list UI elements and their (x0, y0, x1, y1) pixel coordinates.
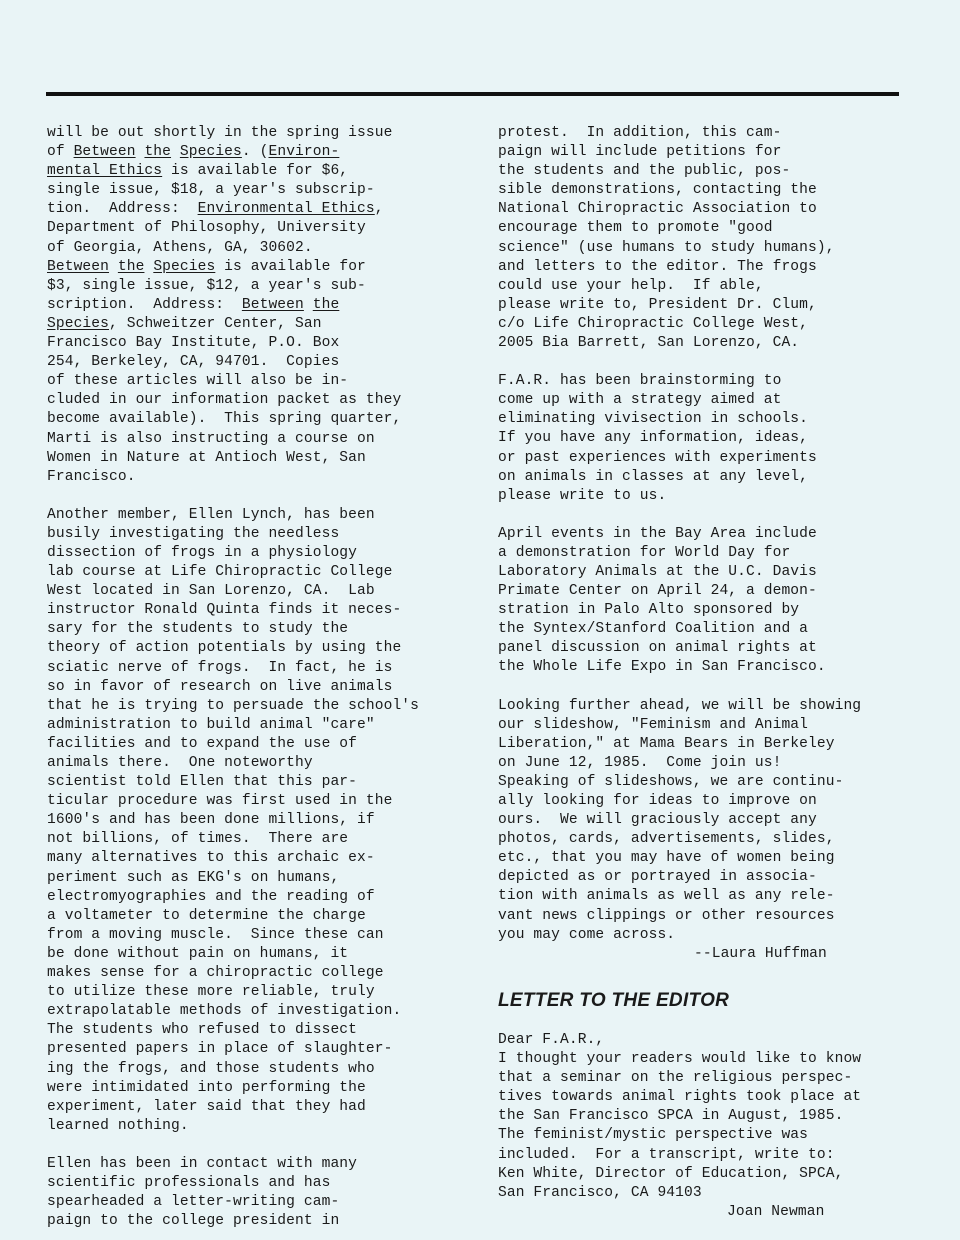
text-line: instructor Ronald Quinta finds it neces- (47, 602, 402, 619)
text-line: and letters to the editor. The frogs (498, 258, 817, 275)
text-line: our slideshow, "Feminism and Animal (498, 716, 809, 733)
text-line: become available). This spring quarter, (47, 411, 402, 428)
text-line: panel discussion on animal rights at (498, 640, 817, 657)
text-line: were intimidated into performing the (47, 1079, 366, 1096)
letter-to-editor-heading: LETTER TO THE EDITOR (498, 989, 730, 1011)
text-line: The students who refused to dissect (47, 1022, 358, 1039)
text-line: electromyographies and the reading of (47, 888, 375, 905)
right-column (498, 124, 898, 1222)
text-line: If you have any information, ideas, (498, 430, 809, 447)
text-line: Looking further ahead, we will be showing (498, 697, 862, 714)
text-line: West located in San Lorenzo, CA. Lab (47, 583, 375, 600)
text-line: experiment, later said that they had (47, 1098, 366, 1115)
text-line: paign to the college president in (47, 1213, 340, 1230)
underlined-title: mental Ethics (47, 163, 163, 180)
paragraph-letter-campaign (47, 1155, 457, 1231)
text-line: eliminating vivisection in schools. (498, 411, 809, 428)
text-line: ing the frogs, and those students who (47, 1060, 375, 1077)
text-line: stration in Palo Alto sponsored by (498, 602, 800, 619)
text-line: of these articles will also be in- (47, 373, 349, 390)
text-line: busily investigating the needless (47, 525, 340, 542)
text-line: spearheaded a letter-writing cam- (47, 1194, 340, 1211)
text-line: theory of action potentials by using the (47, 640, 402, 657)
text-line: The feminist/mystic perspective was (498, 1127, 809, 1144)
underlined-title: the (144, 144, 172, 161)
paragraph-april-events (498, 525, 898, 678)
text-line: you may come across. (498, 926, 676, 943)
text-line: Primate Center on April 24, a demon- (498, 583, 817, 600)
text-line: scription. Address: Between the (47, 296, 340, 313)
text-line: the Syntex/Stanford Coalition and a (498, 621, 809, 638)
underlined-title: Between (241, 296, 304, 313)
text-line: ally looking for ideas to improve on (498, 793, 817, 809)
text-line: ticular procedure was first used in the (47, 793, 393, 810)
text-line: scientific professionals and has (47, 1174, 331, 1191)
text-line: tion with animals as well as any rele- (498, 888, 835, 905)
text-line: so in favor of research on live animals (47, 678, 393, 695)
text-line: that he is trying to persuade the school's (47, 697, 420, 714)
text-line: come up with a strategy aimed at (498, 392, 782, 409)
text-line: 254, Berkeley, CA, 94701. Copies (47, 354, 340, 371)
text-line: be done without pain on humans, it (47, 945, 349, 962)
text-line: dissection of frogs in a physiology (47, 544, 358, 561)
text-line: facilities and to expand the use of (47, 735, 358, 752)
left-column (47, 124, 457, 1231)
underlined-title: Species (153, 258, 216, 275)
text-line: mental Ethics is available for $6, (47, 163, 349, 180)
text-line: could use your help. If able, (498, 277, 764, 294)
text-line: Ken White, Director of Education, SPCA, (498, 1165, 844, 1182)
text-line: $3, single issue, $12, a year's sub- (47, 277, 366, 294)
paragraph-publications (47, 124, 457, 487)
text-line: encourage them to promote "good (498, 220, 773, 237)
text-line: Liberation," at Mama Bears in Berkeley (498, 735, 835, 752)
text-line: Between the Species is available for (47, 258, 366, 275)
text-line: of Between the Species. (Environ- (47, 144, 340, 161)
text-line: makes sense for a chiropractic college (47, 965, 384, 982)
text-line: Another member, Ellen Lynch, has been (47, 506, 375, 523)
text-line: Ellen has been in contact with many (47, 1155, 358, 1172)
text-line: or past experiences with experiments (498, 449, 817, 466)
text-line: the Whole Life Expo in San Francisco. (498, 659, 826, 676)
paragraph-slideshow (498, 697, 898, 945)
text-line: Francisco. (47, 468, 136, 485)
text-line: Marti is also instructing a course on (47, 430, 375, 447)
text-line: administration to build animal "care" (47, 716, 375, 733)
text-line: extrapolatable methods of investigation. (47, 1003, 402, 1020)
text-line: tives towards animal rights took place at (498, 1089, 862, 1106)
text-line: Laboratory Animals at the U.C. Davis (498, 563, 817, 580)
text-line: sible demonstrations, contacting the (498, 182, 817, 199)
text-line: Department of Philosophy, University (47, 220, 366, 237)
text-line: the San Francisco SPCA in August, 1985. (498, 1108, 844, 1125)
text-line: science" (use humans to study humans), (498, 239, 835, 256)
text-line: Women in Nature at Antioch West, San (47, 449, 366, 466)
text-line: on June 12, 1985. Come join us! (498, 754, 782, 771)
underlined-title: Species (47, 315, 110, 332)
text-line: will be out shortly in the spring issue (47, 125, 393, 141)
text-line: not billions, of times. There are (47, 831, 349, 848)
text-line: lab course at Life Chiropractic College (47, 564, 393, 581)
underlined-title: Between (47, 258, 110, 275)
text-line: Dear F.A.R., (498, 1031, 605, 1048)
text-line: presented papers in place of slaughter- (47, 1041, 393, 1058)
text-line: included. For a transcript, write to: (498, 1146, 835, 1163)
text-line: from a moving muscle. Since these can (47, 926, 384, 943)
text-line: periment such as EKG's on humans, (47, 869, 340, 886)
text-line: ours. We will graciously accept any (498, 812, 817, 829)
text-line: San Francisco, CA 94103 (498, 1184, 702, 1201)
text-line: Species, Schweitzer Center, San (47, 315, 322, 332)
text-line: tion. Address: Environmental Ethics, (47, 201, 384, 218)
text-line: sciatic nerve of frogs. In fact, he is (47, 659, 393, 676)
underlined-title: the (117, 258, 145, 275)
underlined-title: Environ- (268, 144, 340, 161)
text-line: protest. In addition, this cam- (498, 125, 782, 141)
underlined-title: the (312, 296, 340, 313)
paragraph-protest (498, 124, 898, 353)
text-line: etc., that you may have of women being (498, 850, 835, 867)
paragraph-brainstorming (498, 372, 898, 506)
text-line: to utilize these more reliable, truly (47, 984, 375, 1001)
text-line: please write to, President Dr. Clum, (498, 296, 817, 313)
text-line: F.A.R. has been brainstorming to (498, 373, 782, 390)
text-line: c/o Life Chiropractic College West, (498, 315, 809, 332)
text-line: cluded in our information packet as they (47, 392, 402, 409)
top-rule (46, 92, 899, 96)
text-line: National Chiropractic Association to (498, 201, 817, 218)
underlined-title: Species (179, 144, 242, 161)
underlined-title: Between (73, 144, 136, 161)
signature-laura-huffman: --Laura Huffman (694, 945, 827, 962)
paragraph-ellen-lynch (47, 506, 457, 1136)
text-line: on animals in classes at any level, (498, 468, 809, 485)
text-line: I thought your readers would like to know (498, 1051, 862, 1068)
text-line: learned nothing. (47, 1117, 189, 1134)
text-line: paign will include petitions for (498, 144, 782, 161)
text-line: a demonstration for World Day for (498, 544, 791, 561)
text-line: Speaking of slideshows, we are continu- (498, 773, 844, 790)
text-line: photos, cards, advertisements, slides, (498, 831, 835, 848)
text-line: please write to us. (498, 487, 667, 504)
text-line: of Georgia, Athens, GA, 30602. (47, 239, 313, 256)
text-line: Francisco Bay Institute, P.O. Box (47, 335, 340, 352)
text-line: a voltameter to determine the charge (47, 907, 366, 924)
text-line: that a seminar on the religious perspec- (498, 1070, 853, 1087)
text-line: single issue, $18, a year's subscrip- (47, 182, 375, 199)
letter-body (498, 1031, 898, 1203)
text-line: 2005 Bia Barrett, San Lorenzo, CA. (498, 335, 800, 352)
text-line: depicted as or portrayed in associa- (498, 869, 817, 886)
text-line: vant news clippings or other resources (498, 907, 835, 924)
text-line: sary for the students to study the (47, 621, 349, 638)
text-line: April events in the Bay Area include (498, 525, 817, 542)
underlined-title: Environmental Ethics (197, 201, 375, 218)
text-line: many alternatives to this archaic ex- (47, 850, 375, 867)
text-line: animals there. One noteworthy (47, 755, 313, 771)
text-line: 1600's and has been done millions, if (47, 812, 375, 829)
signature-joan-newman: Joan Newman (727, 1203, 825, 1220)
text-line: the students and the public, pos- (498, 163, 791, 180)
text-line: scientist told Ellen that this par- (47, 774, 358, 791)
